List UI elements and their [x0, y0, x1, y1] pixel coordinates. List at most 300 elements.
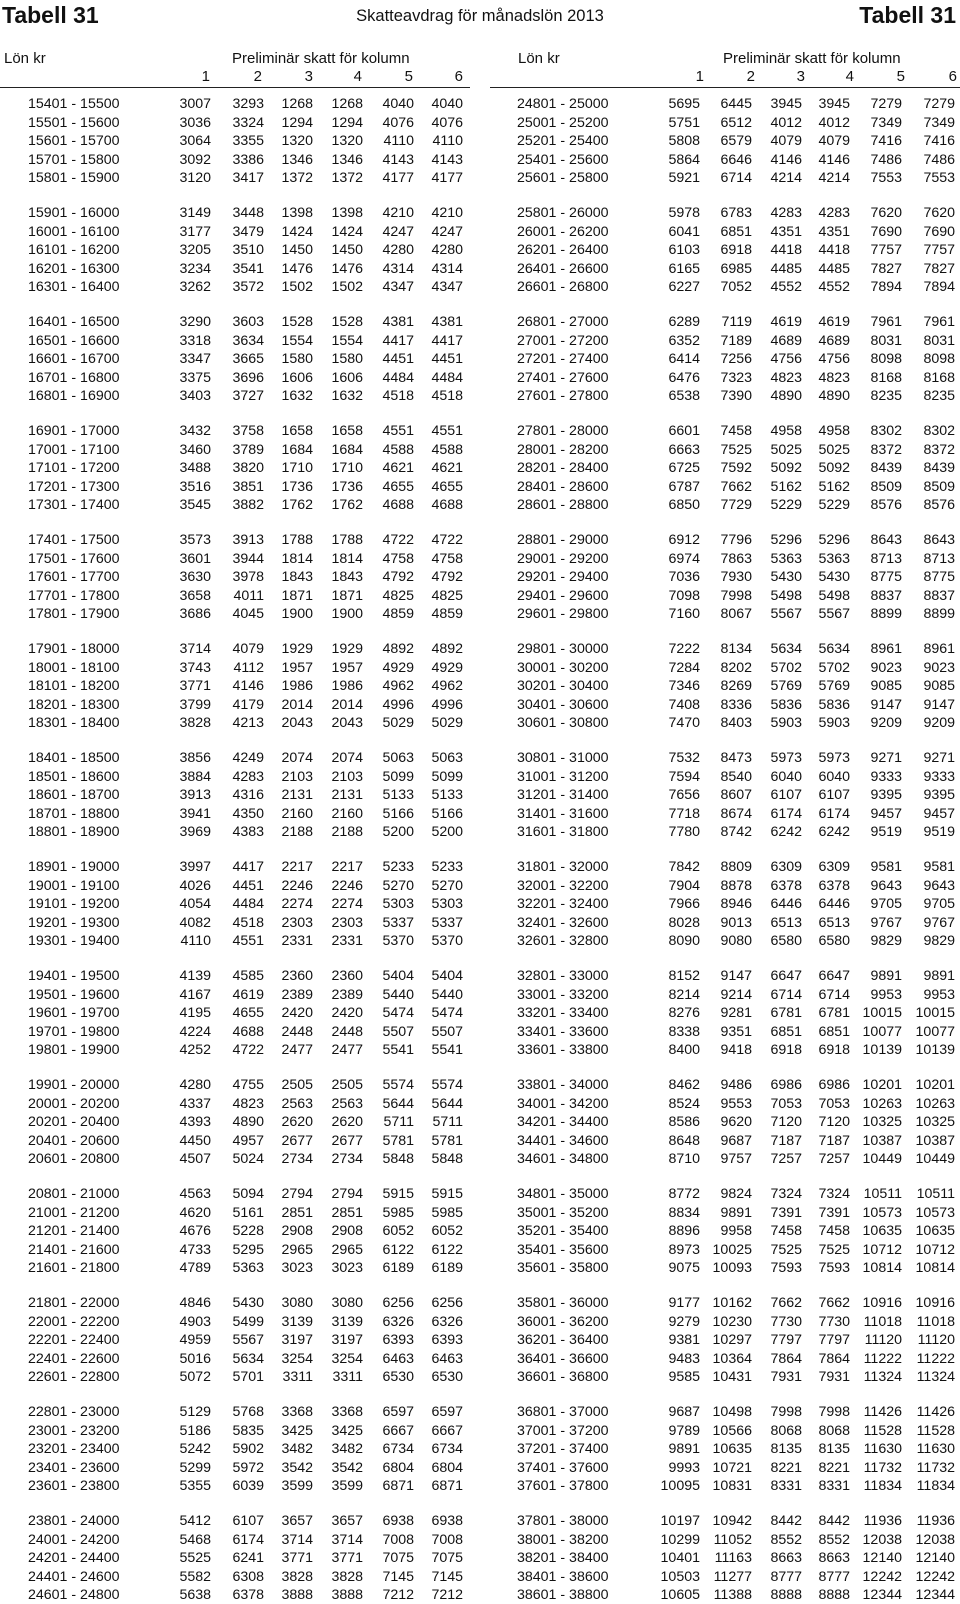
- document-title: Skatteavdrag för månadslön 2013: [356, 7, 604, 25]
- tax-column-5-cell: 12038: [862, 1531, 902, 1548]
- tax-column-4-cell: 1268: [331, 96, 363, 112]
- tax-column-3-cell: 6107: [770, 787, 802, 804]
- tax-column-2-cell: 5430: [232, 1295, 264, 1311]
- tax-column-4-cell: 1554: [331, 332, 363, 349]
- tax-column-2-cell: 10498: [712, 1404, 752, 1420]
- tax-column-2-cell: 8607: [720, 787, 752, 804]
- tax-column-6-cell: 5985: [431, 1204, 463, 1221]
- tax-column-5-cell: 5781: [382, 1132, 414, 1149]
- tax-column-6-cell: 5915: [431, 1186, 463, 1202]
- tax-column-6-cell: 5303: [431, 896, 463, 913]
- tax-column-2-cell: 7930: [720, 569, 752, 586]
- salary-range-cell: 35001 - 35200: [517, 1204, 609, 1221]
- tax-column-5-cell: 4962: [382, 678, 414, 695]
- tax-column-1-cell: 4167: [179, 986, 211, 1003]
- tax-column-3-cell: 7257: [770, 1151, 802, 1168]
- tax-column-1-cell: 5072: [179, 1369, 211, 1386]
- tax-column-4-cell: 1372: [331, 170, 363, 187]
- tax-column-5-cell: 7349: [870, 114, 902, 131]
- tax-column-5-cell: 6326: [382, 1313, 414, 1330]
- tax-column-1-cell: 8772: [668, 1186, 700, 1202]
- tax-column-2-cell: 5972: [232, 1459, 264, 1476]
- salary-range-cell: 34401 - 34600: [517, 1132, 609, 1149]
- tax-column-6-cell: 8168: [923, 369, 955, 386]
- tax-column-1-cell: 4620: [179, 1204, 211, 1221]
- salary-range-cell: 29401 - 29600: [517, 587, 609, 604]
- tax-column-1-cell: 10605: [660, 1587, 700, 1604]
- tax-column-3-cell: 3482: [281, 1441, 313, 1458]
- tax-column-3-cell: 1957: [281, 659, 313, 676]
- tax-column-4-cell: 2131: [331, 787, 363, 804]
- tax-column-2-cell: 9620: [720, 1114, 752, 1131]
- tax-column-2-cell: 4619: [232, 986, 264, 1003]
- tax-column-2-cell: 11052: [713, 1531, 752, 1548]
- tax-column-3-cell: 6513: [770, 914, 802, 931]
- tax-column-5-cell: 9085: [870, 678, 902, 695]
- salary-range-cell: 32001 - 32200: [517, 877, 609, 894]
- tax-column-4-cell: 2246: [331, 877, 363, 894]
- tax-column-2-cell: 7323: [720, 369, 752, 386]
- tax-column-5-cell: 7620: [870, 205, 902, 221]
- tax-column-5-cell: 5507: [382, 1023, 414, 1040]
- tax-column-1-cell: 4789: [179, 1260, 211, 1277]
- tax-column-4-cell: 7324: [818, 1186, 850, 1202]
- tax-column-3-cell: 3197: [281, 1332, 313, 1349]
- tax-column-3-cell: 3714: [281, 1531, 313, 1548]
- tax-column-1-cell: 5808: [668, 133, 700, 150]
- tax-column-3-cell: 2103: [281, 768, 313, 785]
- tax-column-6-cell: 9829: [923, 933, 955, 950]
- salary-range-cell: 18801 - 18900: [28, 824, 120, 841]
- tax-column-3-cell: 4012: [770, 114, 802, 131]
- salary-range-cell: 35601 - 35800: [517, 1260, 609, 1277]
- tax-column-3-cell: 6647: [770, 968, 802, 984]
- tax-column-3-cell: 8777: [770, 1568, 802, 1585]
- tax-column-5-cell: 4688: [382, 497, 414, 514]
- tax-column-5-cell: 4451: [382, 351, 414, 368]
- tax-column-5-cell: 5915: [382, 1186, 414, 1202]
- tax-column-3-cell: 3254: [281, 1350, 313, 1367]
- tax-column-2-cell: 10162: [712, 1295, 752, 1311]
- tax-column-5-cell: 5200: [382, 824, 414, 841]
- salary-range-cell: 37201 - 37400: [517, 1441, 609, 1458]
- tax-column-6-cell: 5440: [431, 986, 463, 1003]
- tax-column-1-cell: 8586: [668, 1114, 700, 1131]
- tax-column-6-cell: 9085: [923, 678, 955, 695]
- column-number-4: 4: [845, 68, 854, 85]
- tax-column-6-cell: 4040: [431, 96, 463, 112]
- tax-column-4-cell: 2360: [331, 968, 363, 984]
- tax-column-6-cell: 11630: [916, 1441, 955, 1458]
- tax-column-3-cell: 1658: [281, 423, 313, 439]
- tax-column-2-cell: 8202: [720, 659, 752, 676]
- tax-column-6-cell: 9643: [923, 877, 955, 894]
- tax-column-1-cell: 3007: [179, 96, 211, 112]
- tax-column-3-cell: 4418: [770, 242, 802, 259]
- tax-column-6-cell: 4451: [431, 351, 463, 368]
- tax-column-5-cell: 10077: [862, 1023, 902, 1040]
- tax-column-5-cell: 5985: [382, 1204, 414, 1221]
- tax-column-1-cell: 8462: [668, 1077, 700, 1093]
- tax-column-6-cell: 5200: [431, 824, 463, 841]
- tax-column-5-cell: 4177: [382, 170, 414, 187]
- salary-range-cell: 38001 - 38200: [517, 1531, 609, 1548]
- tax-column-3-cell: 1424: [281, 223, 313, 240]
- salary-range-cell: 20201 - 20400: [28, 1114, 120, 1131]
- tax-column-1-cell: 9993: [668, 1459, 700, 1476]
- tax-column-1-cell: 3884: [179, 768, 211, 785]
- tax-column-1-cell: 3913: [179, 787, 211, 804]
- column-number-6: 6: [948, 68, 957, 85]
- salary-range-cell: 17701 - 17800: [28, 587, 120, 604]
- tax-column-5-cell: 8031: [870, 332, 902, 349]
- tax-column-1-cell: 7966: [668, 896, 700, 913]
- tax-column-4-cell: 2794: [331, 1186, 363, 1202]
- tax-column-5-cell: 7827: [870, 260, 902, 277]
- tax-column-4-cell: 2303: [331, 914, 363, 931]
- tax-column-1-cell: 3828: [179, 715, 211, 732]
- tax-column-3-cell: 1684: [281, 441, 313, 458]
- tax-column-5-cell: 6667: [382, 1422, 414, 1439]
- tax-column-1-cell: 3545: [179, 497, 211, 514]
- tax-column-2-cell: 5835: [232, 1422, 264, 1439]
- tax-column-6-cell: 12242: [915, 1568, 955, 1585]
- tax-column-1-cell: 3347: [179, 351, 211, 368]
- tax-column-5-cell: 11222: [863, 1350, 902, 1367]
- tax-column-4-cell: 5769: [818, 678, 850, 695]
- tax-column-4-cell: 6040: [818, 768, 850, 785]
- tax-column-3-cell: 7662: [770, 1295, 802, 1311]
- tax-column-5-cell: 7075: [382, 1550, 414, 1567]
- salary-range-cell: 20001 - 20200: [28, 1095, 120, 1112]
- tax-column-4-cell: 1814: [331, 550, 363, 567]
- tax-column-5-cell: 4110: [383, 133, 414, 150]
- tax-column-5-cell: 6734: [382, 1441, 414, 1458]
- tax-column-4-cell: 1346: [331, 151, 363, 168]
- tax-column-6-cell: 9333: [923, 768, 955, 785]
- tax-column-2-cell: 9351: [720, 1023, 752, 1040]
- tax-column-1-cell: 4054: [179, 896, 211, 913]
- tax-column-5-cell: 9891: [870, 968, 902, 984]
- tax-column-6-cell: 10449: [915, 1151, 955, 1168]
- tax-column-6-cell: 5644: [431, 1095, 463, 1112]
- tax-column-3-cell: 5567: [770, 606, 802, 623]
- tax-column-3-cell: 1554: [281, 332, 313, 349]
- tax-column-4-cell: 6309: [818, 859, 850, 875]
- tax-column-3-cell: 2246: [281, 877, 313, 894]
- tax-column-2-cell: 3851: [232, 478, 264, 495]
- tax-column-4-cell: 2734: [331, 1151, 363, 1168]
- tax-column-2-cell: 4551: [232, 933, 264, 950]
- tax-column-3-cell: 4823: [770, 369, 802, 386]
- tax-column-2-cell: 3448: [232, 205, 264, 221]
- tax-column-6-cell: 8643: [923, 532, 955, 548]
- tax-column-3-cell: 1843: [281, 569, 313, 586]
- salary-range-cell: 19401 - 19500: [28, 968, 120, 984]
- tax-column-2-cell: 5499: [232, 1313, 264, 1330]
- tax-column-4-cell: 5702: [818, 659, 850, 676]
- tax-column-4-cell: 5363: [818, 550, 850, 567]
- tax-column-3-cell: 2331: [281, 933, 313, 950]
- tax-column-3-cell: 3888: [281, 1587, 313, 1604]
- tax-column-3-cell: 1580: [281, 351, 313, 368]
- column-number-5: 5: [896, 68, 905, 85]
- tax-column-1-cell: 3318: [179, 332, 211, 349]
- tax-column-4-cell: 5162: [818, 478, 850, 495]
- tax-column-6-cell: 6734: [431, 1441, 463, 1458]
- tax-column-1-cell: 3997: [179, 859, 211, 875]
- tax-column-5-cell: 4996: [382, 696, 414, 713]
- salary-range-cell: 26001 - 26200: [517, 223, 609, 240]
- tax-column-4-cell: 6851: [818, 1023, 850, 1040]
- tax-column-6-cell: 4210: [431, 205, 463, 221]
- tax-column-6-cell: 6122: [431, 1241, 463, 1258]
- tax-column-4-cell: 3482: [331, 1441, 363, 1458]
- tax-column-3-cell: 1528: [281, 314, 313, 330]
- salary-range-cell: 27601 - 27800: [517, 388, 609, 405]
- tax-column-5-cell: 4892: [382, 641, 414, 657]
- tax-column-1-cell: 7780: [668, 824, 700, 841]
- tax-column-4-cell: 7797: [818, 1332, 850, 1349]
- tax-column-4-cell: 8331: [818, 1478, 850, 1495]
- tax-column-1-cell: 10197: [660, 1513, 700, 1529]
- salary-range-cell: 26601 - 26800: [517, 279, 609, 296]
- tax-column-1-cell: 3290: [179, 314, 211, 330]
- tax-column-5-cell: 7145: [382, 1568, 414, 1585]
- tax-column-3-cell: 2160: [281, 805, 313, 822]
- tax-column-3-cell: 7458: [770, 1223, 802, 1240]
- tax-column-1-cell: 3771: [179, 678, 211, 695]
- tax-column-1-cell: 3714: [179, 641, 211, 657]
- tax-column-5-cell: 8235: [870, 388, 902, 405]
- salary-range-cell: 28801 - 29000: [517, 532, 609, 548]
- tax-column-1-cell: 6538: [668, 388, 700, 405]
- tax-column-4-cell: 8068: [818, 1422, 850, 1439]
- salary-range-cell: 17101 - 17200: [28, 460, 120, 477]
- tax-column-3-cell: 2420: [281, 1005, 313, 1022]
- tax-column-6-cell: 6326: [431, 1313, 463, 1330]
- salary-range-cell: 17601 - 17700: [28, 569, 120, 586]
- tax-column-4-cell: 4214: [818, 170, 850, 187]
- tax-column-6-cell: 12140: [915, 1550, 955, 1567]
- tax-column-3-cell: 6242: [770, 824, 802, 841]
- tax-column-6-cell: 4177: [431, 170, 463, 187]
- tax-column-2-cell: 5701: [232, 1369, 264, 1386]
- tax-column-6-cell: 9891: [923, 968, 955, 984]
- salary-range-cell: 25201 - 25400: [517, 133, 609, 150]
- tax-column-6-cell: 9271: [923, 750, 955, 766]
- tax-column-2-cell: 6039: [232, 1478, 264, 1495]
- tax-column-2-cell: 4722: [232, 1042, 264, 1059]
- tax-column-1-cell: 7904: [668, 877, 700, 894]
- salary-range-cell: 38201 - 38400: [517, 1550, 609, 1567]
- tax-column-6-cell: 8098: [923, 351, 955, 368]
- tax-column-4-cell: 3945: [818, 96, 850, 112]
- tax-column-5-cell: 8302: [870, 423, 902, 439]
- tax-column-3-cell: 4958: [770, 423, 802, 439]
- tax-column-1-cell: 5468: [179, 1531, 211, 1548]
- tax-column-2-cell: 7458: [720, 423, 752, 439]
- tax-column-6-cell: 7008: [431, 1531, 463, 1548]
- tax-column-2-cell: 7592: [720, 460, 752, 477]
- tax-column-5-cell: 4417: [382, 332, 414, 349]
- salary-range-cell: 21401 - 21600: [28, 1241, 120, 1258]
- salary-range-cell: 18901 - 19000: [28, 859, 120, 875]
- tax-column-6-cell: 10015: [915, 1005, 955, 1022]
- tax-column-6-cell: 12038: [915, 1531, 955, 1548]
- tax-column-3-cell: 1320: [281, 133, 313, 150]
- salary-range-cell: 22201 - 22400: [28, 1332, 120, 1349]
- tax-column-6-cell: 4621: [431, 460, 463, 477]
- tax-column-6-cell: 10573: [915, 1204, 955, 1221]
- tax-column-6-cell: 5063: [431, 750, 463, 766]
- salary-range-cell: 16401 - 16500: [28, 314, 120, 330]
- tax-column-6-cell: 10201: [915, 1077, 955, 1093]
- tax-column-1-cell: 6352: [668, 332, 700, 349]
- tax-column-1-cell: 3658: [179, 587, 211, 604]
- tax-column-1-cell: 7656: [668, 787, 700, 804]
- salary-range-cell: 38601 - 38800: [517, 1587, 609, 1604]
- tax-column-6-cell: 7961: [923, 314, 955, 330]
- tax-column-2-cell: 4823: [232, 1095, 264, 1112]
- tax-column-1-cell: 3177: [179, 223, 211, 240]
- tax-column-2-cell: 8134: [720, 641, 752, 657]
- tax-column-5-cell: 8961: [870, 641, 902, 657]
- tax-column-4-cell: 2074: [331, 750, 363, 766]
- tax-column-4-cell: 8135: [818, 1441, 850, 1458]
- tax-column-2-cell: 3355: [232, 133, 264, 150]
- tax-column-1-cell: 4026: [179, 877, 211, 894]
- tax-column-2-cell: 6783: [720, 205, 752, 221]
- tax-column-2-cell: 6985: [720, 260, 752, 277]
- tax-column-6-cell: 6530: [431, 1369, 463, 1386]
- tax-column-5-cell: 5370: [382, 933, 414, 950]
- salary-range-cell: 30001 - 30200: [517, 659, 609, 676]
- tax-column-4-cell: 7730: [818, 1313, 850, 1330]
- tax-column-6-cell: 7690: [923, 223, 955, 240]
- tax-column-3-cell: 2014: [281, 696, 313, 713]
- tax-column-4-cell: 1762: [331, 497, 363, 514]
- tax-column-3-cell: 7187: [770, 1132, 802, 1149]
- tax-column-4-cell: 1871: [331, 587, 363, 604]
- tax-column-6-cell: 10511: [916, 1186, 955, 1202]
- tax-column-3-cell: 2074: [281, 750, 313, 766]
- tax-column-6-cell: 9581: [923, 859, 955, 875]
- salary-range-cell: 35201 - 35400: [517, 1223, 609, 1240]
- tax-column-1-cell: 5525: [179, 1550, 211, 1567]
- tax-column-2-cell: 6308: [232, 1568, 264, 1585]
- tax-column-1-cell: 4224: [179, 1023, 211, 1040]
- tax-column-3-cell: 2677: [281, 1132, 313, 1149]
- salary-range-cell: 22001 - 22200: [28, 1313, 120, 1330]
- tax-column-3-cell: 1986: [281, 678, 313, 695]
- tax-column-4-cell: 8442: [818, 1513, 850, 1529]
- tax-column-1-cell: 6787: [668, 478, 700, 495]
- salary-range-cell: 17801 - 17900: [28, 606, 120, 623]
- tax-column-3-cell: 8663: [770, 1550, 802, 1567]
- tax-column-2-cell: 6646: [720, 151, 752, 168]
- tax-column-2-cell: 10093: [712, 1260, 752, 1277]
- salary-range-cell: 22401 - 22600: [28, 1350, 120, 1367]
- tax-column-3-cell: 4214: [770, 170, 802, 187]
- tax-column-4-cell: 3425: [331, 1422, 363, 1439]
- tax-column-4-cell: 4079: [818, 133, 850, 150]
- tax-column-6-cell: 4892: [431, 641, 463, 657]
- tax-column-5-cell: 9705: [870, 896, 902, 913]
- tax-column-3-cell: 2389: [281, 986, 313, 1003]
- salary-range-cell: 24201 - 24400: [28, 1550, 120, 1567]
- salary-range-cell: 26201 - 26400: [517, 242, 609, 259]
- tax-column-2-cell: 7189: [720, 332, 752, 349]
- tax-column-1-cell: 3262: [179, 279, 211, 296]
- tax-column-6-cell: 7553: [923, 170, 955, 187]
- tax-column-2-cell: 9553: [720, 1095, 752, 1112]
- tax-column-4-cell: 6986: [818, 1077, 850, 1093]
- salary-range-cell: 30201 - 30400: [517, 678, 609, 695]
- tax-column-2-cell: 9080: [720, 933, 752, 950]
- tax-column-6-cell: 5233: [431, 859, 463, 875]
- tax-column-2-cell: 7796: [720, 532, 752, 548]
- tax-column-3-cell: 5025: [770, 441, 802, 458]
- tax-column-4-cell: 8663: [818, 1550, 850, 1567]
- salary-range-cell: 21001 - 21200: [28, 1204, 120, 1221]
- tax-column-4-cell: 1294: [331, 114, 363, 131]
- salary-range-cell: 34601 - 34800: [517, 1151, 609, 1168]
- tax-column-3-cell: 8552: [770, 1531, 802, 1548]
- tax-column-4-cell: 7458: [818, 1223, 850, 1240]
- tax-column-2-cell: 9486: [720, 1077, 752, 1093]
- salary-range-cell: 35801 - 36000: [517, 1295, 609, 1311]
- tax-column-4-cell: 3197: [331, 1332, 363, 1349]
- tax-column-5-cell: 5440: [382, 986, 414, 1003]
- tax-column-1-cell: 6974: [668, 550, 700, 567]
- tax-column-5-cell: 8439: [870, 460, 902, 477]
- tax-column-6-cell: 8961: [923, 641, 955, 657]
- tax-column-5-cell: 9643: [870, 877, 902, 894]
- salary-range-cell: 31601 - 31800: [517, 824, 609, 841]
- tax-column-3-cell: 1710: [281, 460, 313, 477]
- tax-column-3-cell: 6580: [770, 933, 802, 950]
- tax-column-3-cell: 1762: [281, 497, 313, 514]
- tax-column-4-cell: 1528: [331, 314, 363, 330]
- tax-column-1-cell: 5355: [179, 1478, 211, 1495]
- tax-column-1-cell: 5186: [179, 1422, 211, 1439]
- tax-column-1-cell: 4676: [179, 1223, 211, 1240]
- tax-column-2-cell: 3696: [232, 369, 264, 386]
- tax-column-3-cell: 1346: [281, 151, 313, 168]
- tax-column-2-cell: 8946: [720, 896, 752, 913]
- tax-column-4-cell: 2965: [331, 1241, 363, 1258]
- tax-column-6-cell: 9023: [923, 659, 955, 676]
- tax-column-3-cell: 6040: [770, 768, 802, 785]
- tax-column-1-cell: 7408: [668, 696, 700, 713]
- tax-column-6-cell: 9705: [923, 896, 955, 913]
- tax-column-1-cell: 3573: [179, 532, 211, 548]
- tax-column-6-cell: 6938: [431, 1513, 463, 1529]
- tax-column-4-cell: 1710: [331, 460, 363, 477]
- tax-column-1-cell: 7842: [668, 859, 700, 875]
- tax-column-6-cell: 4859: [431, 606, 463, 623]
- salary-range-cell: 36601 - 36800: [517, 1369, 609, 1386]
- tax-column-6-cell: 8775: [923, 569, 955, 586]
- tax-column-2-cell: 6512: [720, 114, 752, 131]
- tax-column-4-cell: 4485: [818, 260, 850, 277]
- tax-column-4-cell: 7998: [818, 1404, 850, 1420]
- tax-column-5-cell: 4280: [382, 242, 414, 259]
- salary-range-cell: 18701 - 18800: [28, 805, 120, 822]
- tax-column-6-cell: 4518: [431, 388, 463, 405]
- tax-column-4-cell: 4012: [818, 114, 850, 131]
